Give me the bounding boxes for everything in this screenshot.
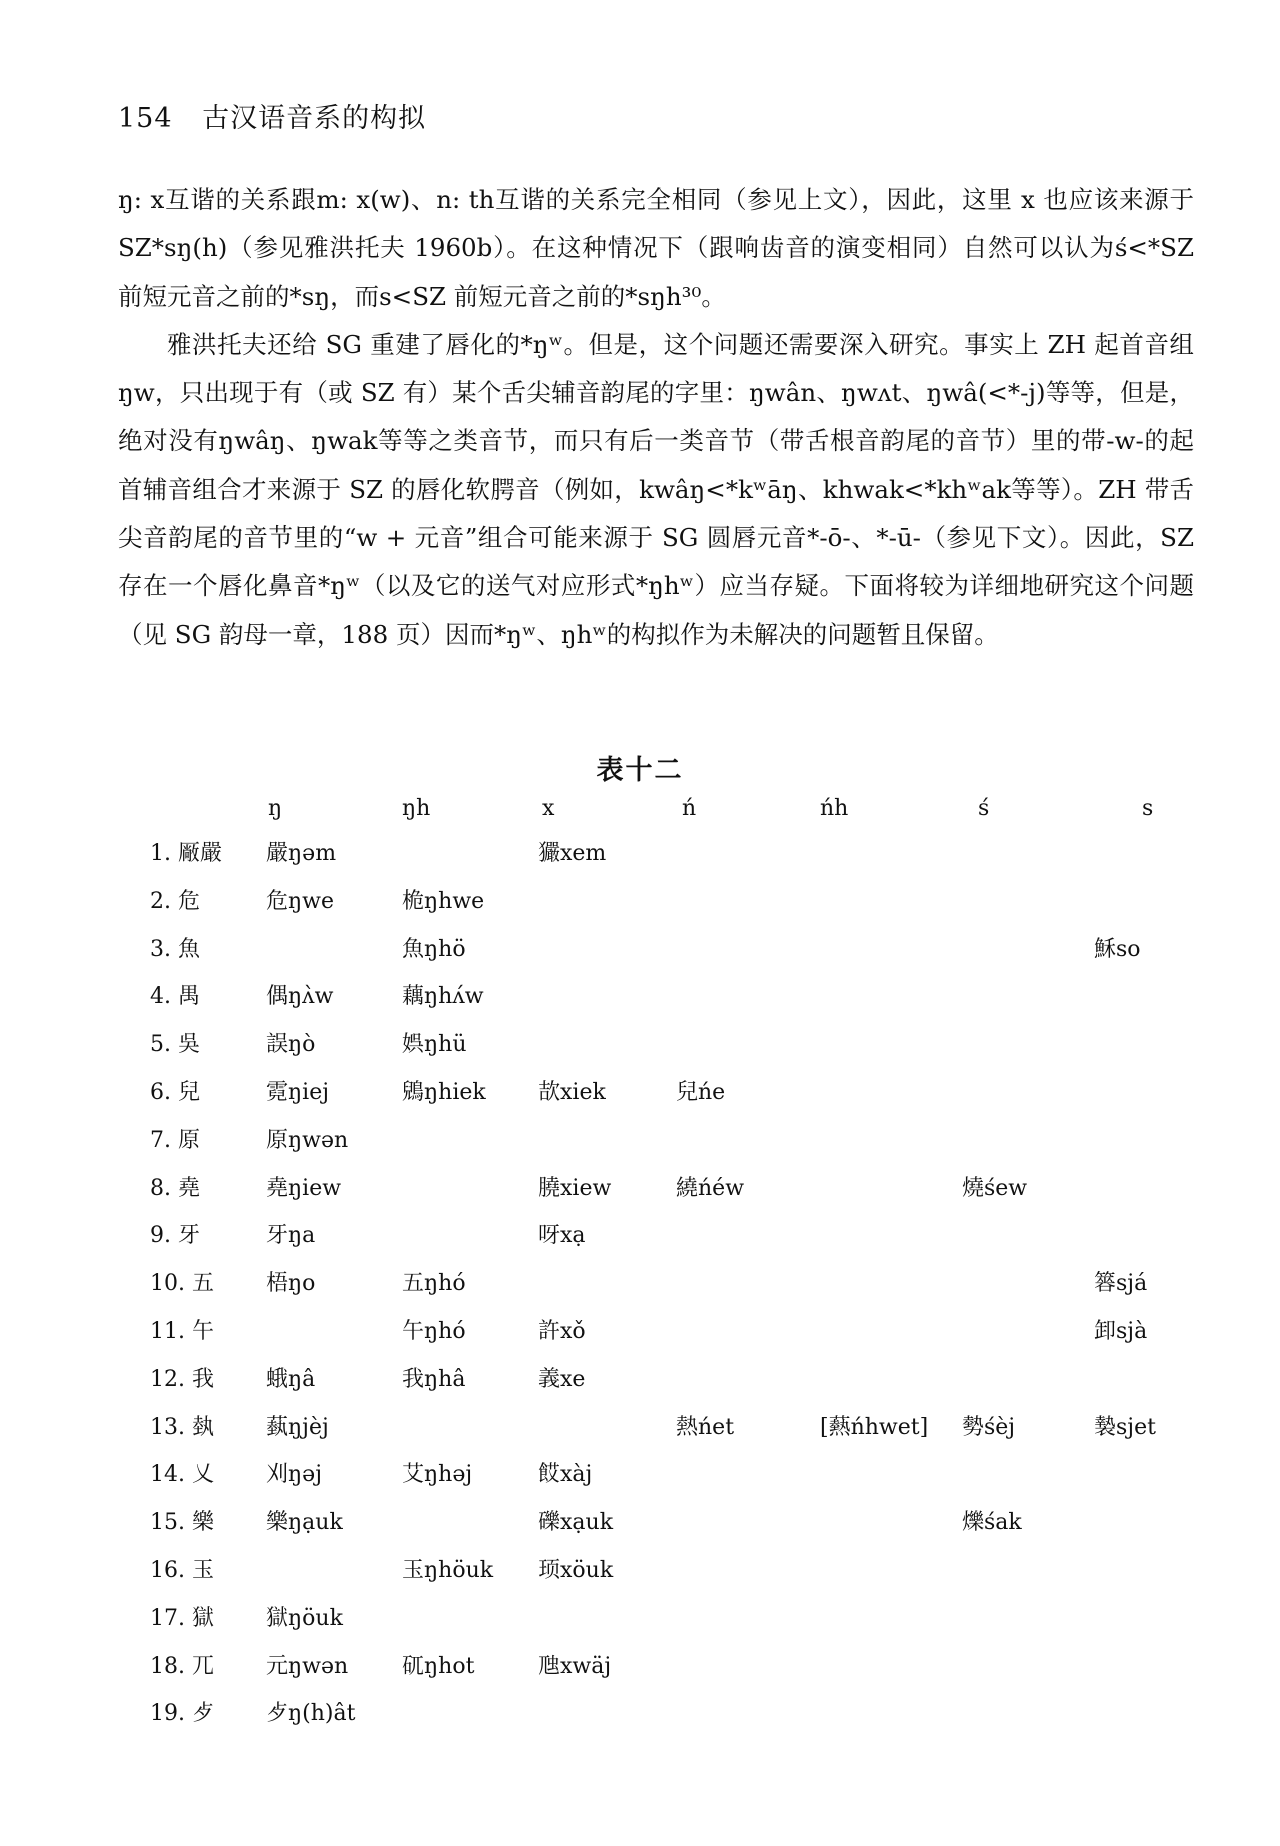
table-cell: 嚴ŋəm: [266, 841, 337, 866]
table-header-row: [150, 796, 1210, 836]
paragraph-2: 雅洪托夫还给 SG 重建了唇化的*ŋʷ。但是，这个问题还需要深入研究。事实上 ZH 起首音组ŋw，只出现于有（或 SZ 有）某个舌尖辅音韵尾的字里：ŋwân、ŋwʌt、ŋwâ(<*-j)等等，但是，绝对没有ŋwâŋ、ŋwak等等之类音节，而只有后一类音节（带舌根音韵尾的音节）里的带-w-的起首辅音组合才来源于 SZ 的唇化软腭音（例如，kwâŋ<*kʷāŋ、khwak<*khʷak等等）。ZH 带舌尖音韵尾的音节里的“w + 元音”组合可能来源于 SG 圆唇元音*-ō-、*-ū-（参见下文）。因此，SZ 存在一个唇化鼻音*ŋʷ（以及它的送气对应形式*ŋhʷ）应当存疑。下面将较为详细地研究这个问题（见 SG 韵母一章，188 页）因而*ŋʷ、ŋhʷ的构拟作为未解决的问题暂且保留。: [118, 329, 1194, 649]
row-label: 9. 牙: [150, 1223, 200, 1249]
table-cell: [爇ńhwet]: [820, 1414, 929, 1440]
table-cell: 繞ńéw: [676, 1175, 745, 1201]
table-cell: 藕ŋhʌ́w: [402, 984, 484, 1010]
table-cell: 勢śèj: [962, 1414, 1016, 1440]
table-row: [150, 1457, 1210, 1505]
table-cell: 原ŋwən: [266, 1127, 349, 1153]
row-label: 18. 兀: [150, 1653, 214, 1679]
table-cell: 燒śew: [962, 1175, 1028, 1201]
table-cell: 蛾ŋâ: [266, 1366, 316, 1392]
row-label: 5. 吳: [150, 1032, 200, 1058]
table-row: [150, 1027, 1210, 1075]
table-row: [150, 1075, 1210, 1123]
row-label: 10. 五: [150, 1271, 214, 1297]
table-cell: 樂ŋạuk: [266, 1510, 343, 1536]
column-header: ń: [682, 796, 697, 821]
table-cell: 午ŋhó: [402, 1318, 466, 1344]
row-label: 2. 危: [150, 888, 200, 914]
table-cell: 桅ŋhwe: [402, 888, 485, 914]
row-label: 11. 午: [150, 1318, 214, 1344]
table-row: [150, 1314, 1210, 1362]
page-header: [118, 96, 426, 135]
table-cell: 元ŋwən: [266, 1653, 349, 1679]
row-label: 15. 樂: [150, 1510, 214, 1536]
table-row: [150, 932, 1210, 980]
table-cell: 兒ńe: [676, 1079, 726, 1105]
row-label: 19. 歺: [150, 1701, 214, 1727]
table-row: [150, 836, 1210, 884]
body-text: [118, 176, 1194, 659]
column-header: ś: [978, 796, 990, 821]
column-header: x: [542, 796, 555, 821]
table-title: 表十二: [596, 755, 684, 786]
table-row: [150, 1123, 1210, 1171]
table-row: [150, 1601, 1210, 1649]
table-cell: 娯ŋhü: [402, 1032, 467, 1058]
table-row: [150, 1218, 1210, 1266]
table-cell: 簭sjá: [1094, 1271, 1148, 1297]
table-cell: 艾ŋhəj: [402, 1462, 473, 1488]
table-cell: 我ŋhâ: [402, 1366, 466, 1392]
table-cell: 餀xàj: [538, 1462, 593, 1488]
table-cell: 誤ŋò: [266, 1032, 316, 1058]
row-label: 4. 禺: [150, 984, 200, 1010]
table-cell: 礫xạuk: [538, 1510, 614, 1536]
table-cell: 偶ŋʌ̀w: [266, 984, 334, 1010]
table-row: [150, 884, 1210, 932]
table-cell: 虺xwäj: [538, 1653, 612, 1679]
table-cell: 魚ŋhö: [402, 936, 466, 962]
column-header: ŋ: [268, 796, 283, 821]
row-label: 8. 堯: [150, 1175, 200, 1201]
running-title: 古汉语音系的构拟: [202, 103, 427, 134]
row-label: 3. 魚: [150, 936, 200, 962]
table-cell: 穌so: [1094, 936, 1141, 962]
page-number: 154: [118, 103, 173, 134]
table-cell: 欯xiek: [538, 1079, 606, 1105]
table-cell: 顼xöuk: [538, 1557, 614, 1583]
table-cell: 膮xiew: [538, 1175, 612, 1201]
table-cell: 五ŋhó: [402, 1271, 466, 1297]
table-cell: 危ŋwe: [266, 888, 335, 914]
table-cell: 卸sjà: [1094, 1318, 1148, 1344]
row-label: 7. 原: [150, 1127, 200, 1153]
row-label: 13. 埶: [150, 1414, 214, 1440]
table-cell: 玉ŋhöuk: [402, 1557, 494, 1583]
table-cell: 爍śak: [962, 1510, 1022, 1536]
row-label: 14. 乂: [150, 1462, 214, 1488]
table-row: [150, 1553, 1210, 1601]
table-row: [150, 1410, 1210, 1458]
row-label: 6. 兒: [150, 1079, 200, 1105]
row-label: 16. 玉: [150, 1557, 214, 1583]
table-row: [150, 1505, 1210, 1553]
column-header: ŋh: [402, 796, 431, 821]
table-cell: 義xe: [538, 1366, 586, 1392]
table-cell: 獄ŋöuk: [266, 1605, 343, 1631]
table-cell: 刈ŋəj: [266, 1462, 323, 1488]
table-cell: 呀xạ: [538, 1223, 586, 1249]
row-label: 1. 厰嚴: [150, 841, 222, 866]
table-row: [150, 1362, 1210, 1410]
table-cell: 堯ŋiew: [266, 1175, 342, 1201]
paragraph-1: ŋ: x互谐的关系跟m: x(w)、n: th互谐的关系完全相同（参见上文），因此，这里 x 也应该来源于 SZ*sŋ(h)（参见雅洪托夫 1960b）。在这种情况下（跟响齿音的演变相同）自然可以认为ś<*SZ 前短元音之前的*sŋ，而s<SZ 前短元音之前的*sŋh³⁰。: [118, 185, 1194, 311]
table-cell: 褺sjet: [1094, 1414, 1156, 1440]
table-cell: 蓺ŋjèj: [266, 1414, 329, 1440]
table-cell: 歺ŋ(h)ât: [266, 1701, 356, 1727]
table-row: [150, 1696, 1210, 1744]
table-cell: 梧ŋo: [266, 1271, 316, 1297]
table-row: [150, 1266, 1210, 1314]
table-row: [150, 1171, 1210, 1219]
row-label: 17. 獄: [150, 1605, 214, 1631]
column-header: ńh: [820, 796, 849, 821]
table-cell: 玁xem: [538, 841, 607, 866]
table-cell: 牙ŋa: [266, 1223, 316, 1249]
table-row: [150, 1649, 1210, 1697]
table-cell: 霓ŋiej: [266, 1079, 330, 1105]
phonology-table: [150, 796, 1210, 1744]
row-label: 12. 我: [150, 1366, 214, 1392]
table-cell: 熱ńet: [676, 1414, 735, 1440]
table-row: [150, 979, 1210, 1027]
table-cell: 矹ŋhot: [402, 1653, 475, 1679]
table-cell: 許xǒ: [538, 1318, 586, 1344]
table-cell: 鶂ŋhiek: [402, 1079, 486, 1105]
column-header: s: [1142, 796, 1154, 821]
